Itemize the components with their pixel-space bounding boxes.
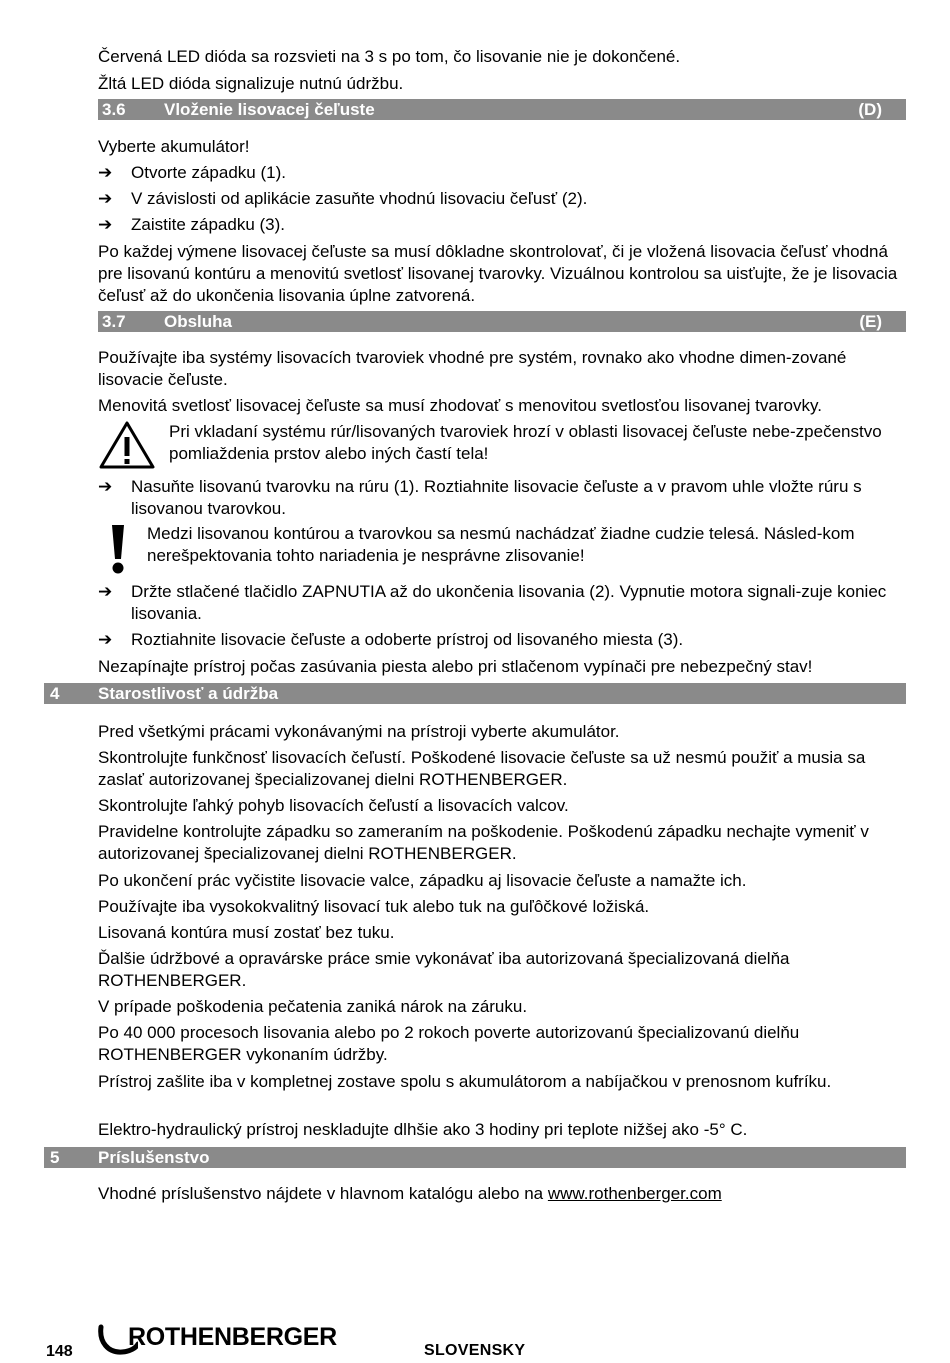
sec37-step-2: ➔ Držte stlačené tlačidlo ZAPNUTIA až do ukončenia lisovania (2). Vypnutie motora signali-zuje koniec lisovania.	[98, 582, 887, 623]
sec4-paragraph-2: Skontrolujte funkčnosť lisovacích čeľustí. Poškodené lisovacie čeľuste sa už nesmú použiť a musia sa zaslať autorizovanej špecializovanej dielni ROTHENBERGER.	[98, 748, 866, 789]
sec5-paragraph: Vhodné príslušenstvo nájdete v hlavnom katalógu alebo na www.rothenberger.com	[98, 1184, 722, 1203]
sec4-paragraph-3: Skontrolujte ľahký pohyb lisovacích čeľustí a lisovacích valcov.	[98, 796, 569, 815]
section-title: Starostlivosť a údržba	[98, 684, 279, 703]
sec37-paragraph-3: Nezapínajte prístroj počas zasúvania piesta alebo pri stlačenom vypínači pre nebezpečný stav!	[98, 657, 813, 676]
sec4-paragraph-6: Používajte iba vysokokvalitný lisovací tuk alebo tuk na guľôčkové ložiská.	[98, 897, 650, 916]
section-header-5	[44, 1147, 906, 1168]
sec4-paragraph-12: Elektro-hydraulický prístroj neskladujte dlhšie ako 3 hodiny pri teplote nižšej ako -5° C.	[98, 1120, 748, 1139]
section-title: Vloženie lisovacej čeľuste	[164, 100, 375, 119]
sec4-paragraph-4: Pravidelne kontrolujte západku so zameraním na poškodenie. Poškodenú západku nechajte vymeniť v autorizovanej špecializovanej dielni ROTHENBERGER.	[98, 822, 869, 863]
arrow-right-icon: ➔	[98, 630, 113, 649]
section-header-3-7	[98, 311, 906, 332]
sec4-paragraph-8: Ďalšie údržbové a opravárske práce smie vykonávať iba autorizovaná špecializovaná dielňa ROTHENBERGER.	[98, 949, 790, 990]
sec4-paragraph-7: Lisovaná kontúra musí zostať bez tuku.	[98, 923, 395, 942]
sec36-instruction: Vyberte akumulátor!	[98, 137, 250, 156]
intro-line-1: Červená LED dióda sa rozsvieti na 3 s po tom, čo lisovanie nie je dokončené.	[98, 47, 681, 66]
rothenberger-logo	[98, 1322, 348, 1358]
sec4-paragraph-10: Po 40 000 procesoch lisovania alebo po 2 rokoch poverte autorizovanú špecializovanú dielňu ROTHENBERGER vykonaním údržby.	[98, 1023, 800, 1064]
section-number: 3.7	[102, 312, 126, 331]
sec37-paragraph-1: Používajte iba systémy lisovacích tvaroviek vhodné pre systém, rovnako ako vhodne dimen-zované lisovacie čeľuste.	[98, 348, 847, 389]
sec36-step-2: ➔ V závislosti od aplikácie zasuňte vhodnú lisovaciu čeľusť (2).	[98, 189, 588, 208]
warning-triangle-icon	[98, 420, 156, 470]
sec37-step-1: ➔ Nasuňte lisovanú tvarovku na rúru (1). Roztiahnite lisovacie čeľuste a v pravom uhle vložte rúru s lisovanou tvarovkou.	[98, 477, 862, 518]
arrow-right-icon: ➔	[98, 477, 113, 496]
website-link[interactable]: www.rothenberger.com	[547, 1184, 722, 1203]
section-number: 5	[50, 1148, 60, 1167]
arrow-right-icon: ➔	[98, 163, 113, 182]
brand-name: ROTHENBERGER	[128, 1323, 337, 1351]
section-title: Príslušenstvo	[98, 1148, 210, 1167]
sec36-step-3: ➔ Zaistite západku (3).	[98, 215, 286, 234]
sec36-step-1: ➔ Otvorte západku (1).	[98, 163, 286, 182]
intro-line-2: Žltá LED dióda signalizuje nutnú údržbu.	[98, 74, 404, 93]
arrow-right-icon: ➔	[98, 215, 113, 234]
arrow-right-icon: ➔	[98, 582, 113, 601]
sec37-step-3: ➔ Roztiahnite lisovacie čeľuste a odoberte prístroj od lisovaného miesta (3).	[98, 630, 684, 649]
sec4-paragraph-9: V prípade poškodenia pečatenia zaniká nárok na záruku.	[98, 997, 528, 1016]
sec37-paragraph-2: Menovitá svetlosť lisovacej čeľuste sa musí zhodovať s menovitou svetlosťou lisovanej tvarovky.	[98, 396, 822, 415]
section-number: 3.6	[102, 100, 126, 119]
section-header-3-6	[98, 99, 906, 120]
arrow-right-icon: ➔	[98, 189, 113, 208]
exclamation-icon	[108, 523, 128, 575]
warning-text: Pri vkladaní systému rúr/lisovaných tvaroviek hrozí v oblasti lisovacej čeľuste nebe-zpečenstvo pomliaždenia prstov alebo iných častí tela!	[169, 422, 882, 463]
page-number: 148	[46, 1343, 73, 1360]
sec4-paragraph-11: Prístroj zašlite iba v kompletnej zostave spolu s akumulátorom a nabíjačkou v prenosnom kufríku.	[98, 1072, 832, 1091]
sec4-paragraph-1: Pred všetkými prácami vykonávanými na prístroji vyberte akumulátor.	[98, 722, 620, 741]
sec36-paragraph: Po každej výmene lisovacej čeľuste sa musí dôkladne skontrolovať, či je vložená lisovacia čeľusť vhodná pre lisovanú kontúru a menovitú svetlosť lisovanej tvarovky. Vizuálnou kontrolou sa uisťujte, že je lisovacia čeľusť až do ukončenia lisovania úplne zatvorená.	[98, 242, 898, 305]
language-label: SLOVENSKY	[424, 1342, 526, 1359]
section-header-4	[44, 683, 906, 704]
section-title: Obsluha	[164, 312, 233, 331]
section-number: 4	[50, 684, 60, 703]
section-code: (D)	[858, 100, 882, 119]
section-code: (E)	[859, 312, 882, 331]
note-text: Medzi lisovanou kontúrou a tvarovkou sa nesmú nachádzať žiadne cudzie telesá. Násled-kom nerešpektovania tohto nariadenia je nesprávne zlisovanie!	[147, 524, 855, 565]
sec4-paragraph-5: Po ukončení prác vyčistite lisovacie valce, západku aj lisovacie čeľuste a namažte ich.	[98, 871, 747, 890]
